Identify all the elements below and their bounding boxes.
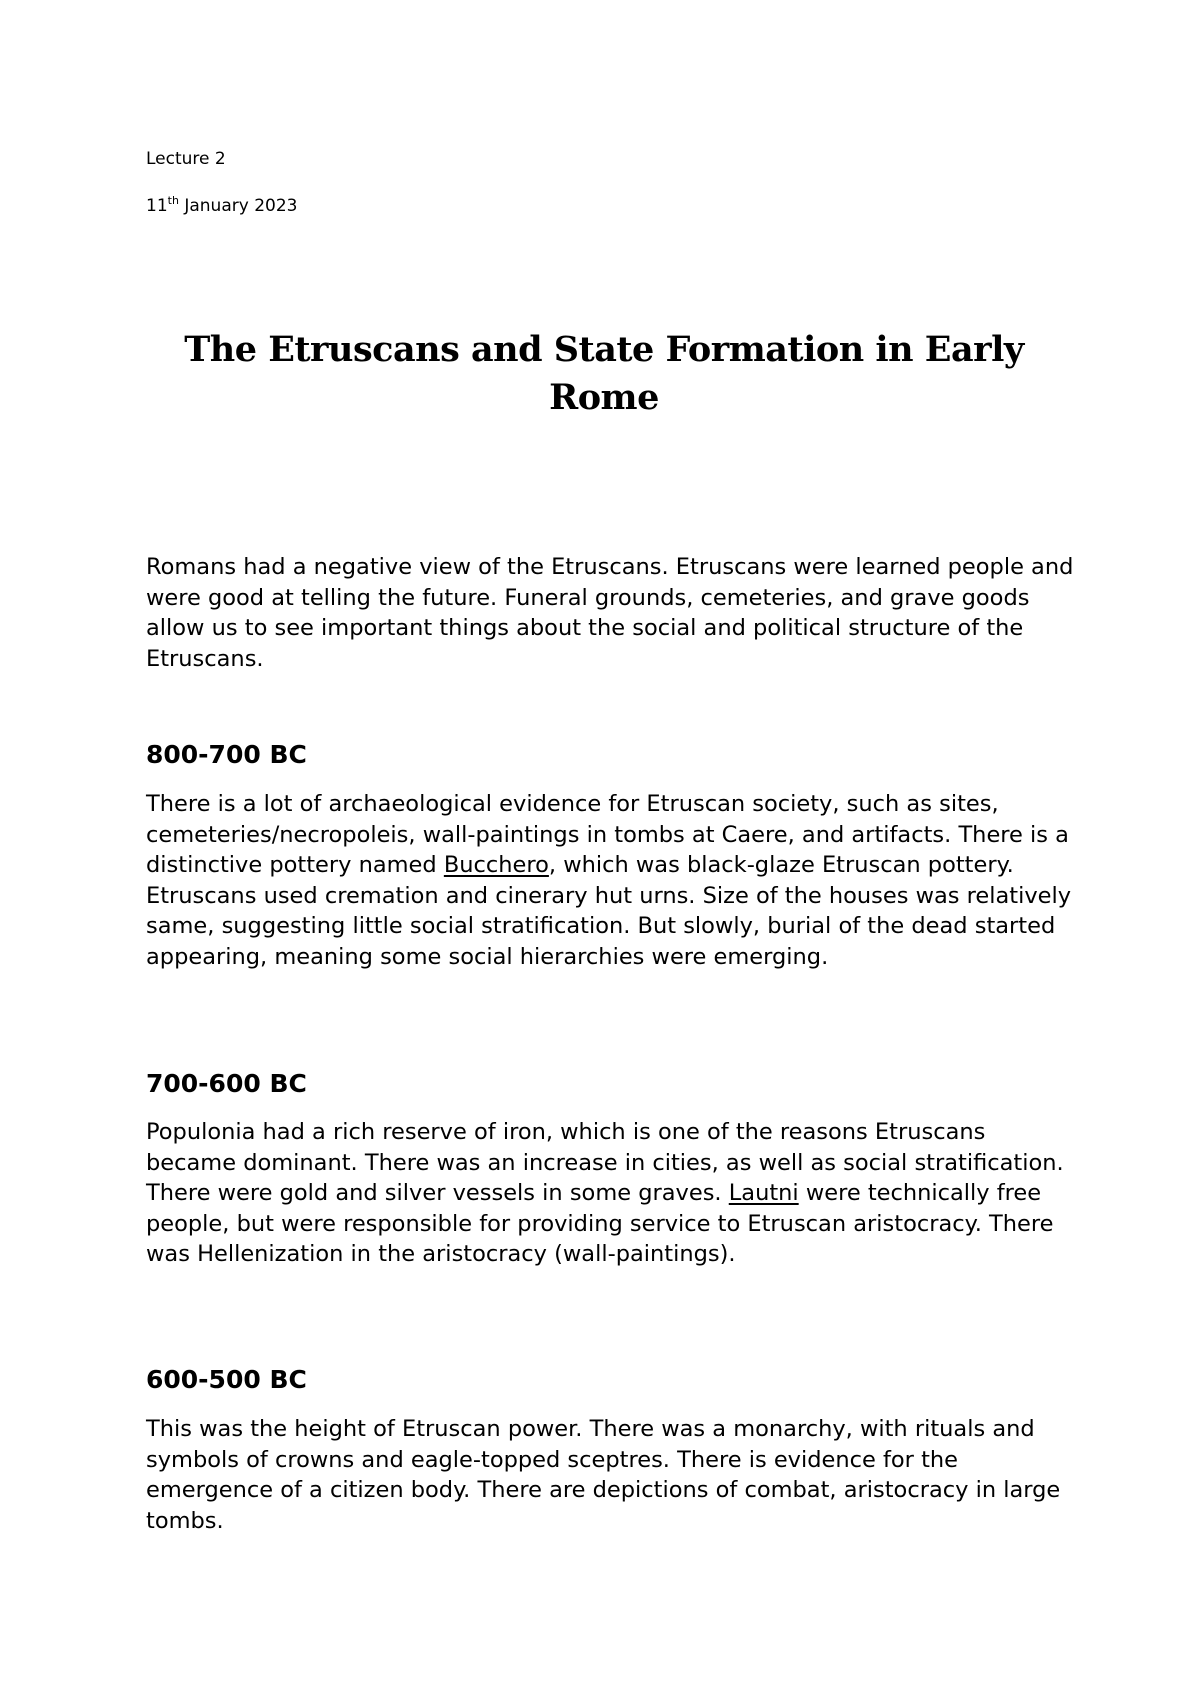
intro-paragraph: Romans had a negative view of the Etruscans. Etruscans were learned people and were good at telling the future. Funeral grounds, cemeteries, and grave goods allow us to see important things about the social and political structure of the Etruscans. <box>146 554 1074 672</box>
section-paragraph-600-500: This was the height of Etruscan power. There was a monarchy, with rituals and symbols of crowns and eagle-topped sceptres. There is evidence for the emergence of a citizen body. There are depictions of combat, aristocracy in large tombs. <box>146 1416 1061 1534</box>
section-paragraph-700-600 <box>146 1117 1076 1270</box>
paragraph-text: were technically free people, but were responsible for providing service to Etruscan aristocracy. There was Hellenization in the aristocracy (wall-paintings). <box>146 1180 1054 1267</box>
section-paragraph-800-700 <box>146 789 1076 972</box>
paragraph-text: There is a lot of archaeological evidence for Etruscan society, such as sites, cemeteries/necropoleis, wall-paintings in tombs at Caere, and artifacts. There is a distinctive pottery named <box>146 791 1069 878</box>
section-heading-700-600: 700-600 BC <box>146 1069 307 1098</box>
section-heading-800-700: 800-700 BC <box>146 740 307 769</box>
document-title: The Etruscans and State Formation in Early Rome <box>184 329 1024 418</box>
date-month-year: January 2023 <box>178 196 298 216</box>
paragraph-text: Populonia had a rich reserve of iron, which is one of the reasons Etruscans became dominant. There was an increase in cities, as well as social stratification. There were gold and silver vessels in some graves. <box>146 1119 1064 1206</box>
term-bucchero: Bucchero <box>443 852 549 878</box>
section-heading-600-500: 600-500 BC <box>146 1365 307 1394</box>
paragraph-text: , which was black-glaze Etruscan pottery. Etruscans used cremation and cinerary hut urns. Size of the houses was relatively same, suggesting little social stratification. But slowly, burial of the dead started appearing, meaning some social hierarchies were emerging. <box>146 852 1072 970</box>
date-day: 11 <box>146 196 168 216</box>
lecture-date <box>146 196 297 216</box>
date-suffix: th <box>167 194 179 207</box>
lecture-label: Lecture 2 <box>146 149 226 169</box>
term-lautni: Lautni <box>728 1180 799 1206</box>
